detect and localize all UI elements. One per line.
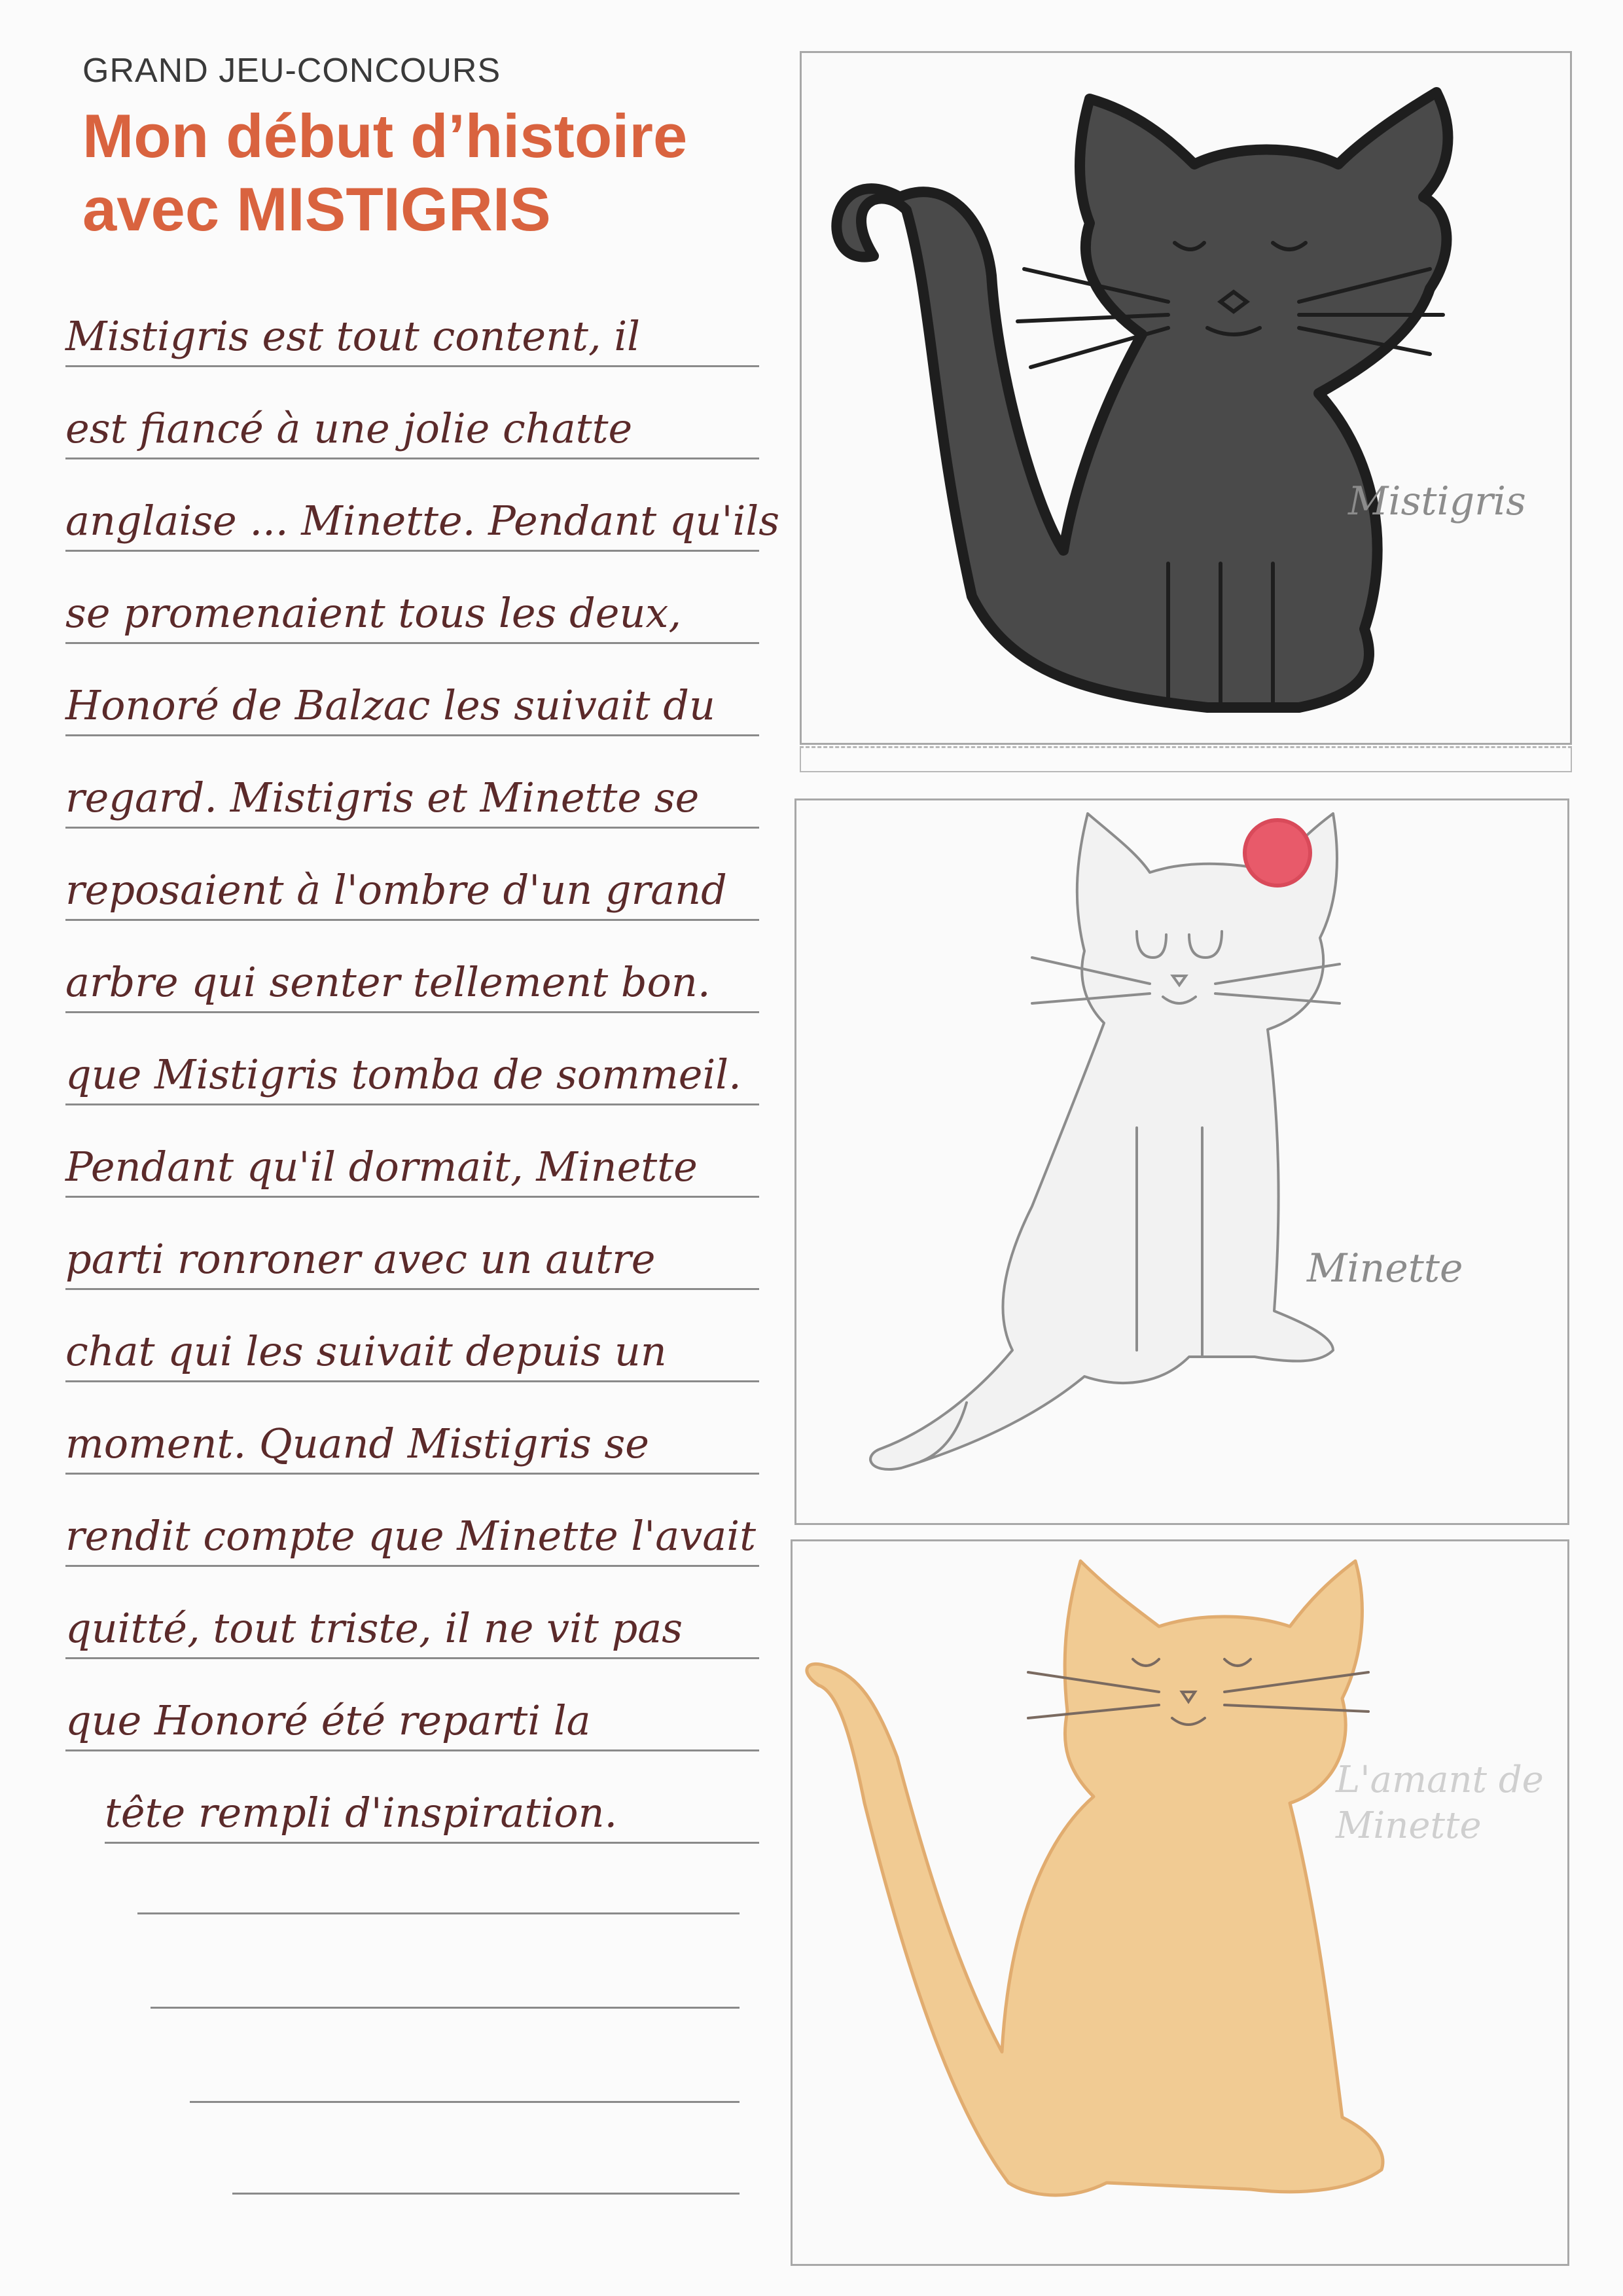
story-text: [65, 275, 780, 1844]
story-line: rendit compte que Minette l'avait: [65, 1475, 759, 1567]
story-line: parti ronroner avec un autre: [65, 1198, 759, 1290]
story-line: anglaise ... Minette. Pendant qu'ils: [65, 459, 759, 552]
blank-writing-line: [137, 1912, 740, 1914]
story-line: chat qui les suivait depuis un: [65, 1290, 759, 1382]
blank-writing-line: [190, 2101, 740, 2103]
drawing-panel-mistigris: [800, 51, 1572, 745]
story-line: Pendant qu'il dormait, Minette: [65, 1105, 759, 1198]
blank-writing-line: [232, 2193, 740, 2195]
blank-writing-line: [151, 2007, 740, 2009]
story-line: reposaient à l'ombre d'un grand: [65, 829, 759, 921]
story-line: tête rempli d'inspiration.: [105, 1751, 759, 1844]
story-line: que Mistigris tomba de sommeil.: [65, 1013, 759, 1105]
story-line: arbre qui senter tellement bon.: [65, 921, 759, 1013]
minette-cat-drawing: [796, 800, 1571, 1527]
panel-label-minette: Minette: [1307, 1246, 1463, 1291]
story-line: Mistigris est tout content, il: [65, 275, 759, 367]
mistigris-cat-drawing: [802, 53, 1574, 747]
drawing-panel-minette: [794, 798, 1569, 1525]
story-line: moment. Quand Mistigris se: [65, 1382, 759, 1475]
page-header: [82, 51, 770, 246]
panel-label-mistigris: Mistigris: [1348, 478, 1526, 524]
story-line: se promenaient tous les deux,: [65, 552, 759, 644]
story-line: est fiancé à une jolie chatte: [65, 367, 759, 459]
amant-cat-drawing: [793, 1541, 1571, 2268]
story-line: regard. Mistigris et Minette se: [65, 736, 759, 829]
page-title-line-2: avec MISTIGRIS: [82, 175, 551, 243]
contest-kicker: GRAND JEU-CONCOURS: [82, 52, 501, 90]
story-line: Honoré de Balzac les suivait du: [65, 644, 759, 736]
page-title-line-1: Mon début d’histoire: [82, 101, 688, 170]
story-line: quitté, tout triste, il ne vit pas: [65, 1567, 759, 1659]
panel-label-amant-de-minette: L'amant de Minette: [1336, 1759, 1544, 1847]
drawing-panel-amant-de-minette: [791, 1539, 1569, 2266]
cut-line-strip: [800, 746, 1572, 772]
story-line: que Honoré été reparti la: [65, 1659, 759, 1751]
